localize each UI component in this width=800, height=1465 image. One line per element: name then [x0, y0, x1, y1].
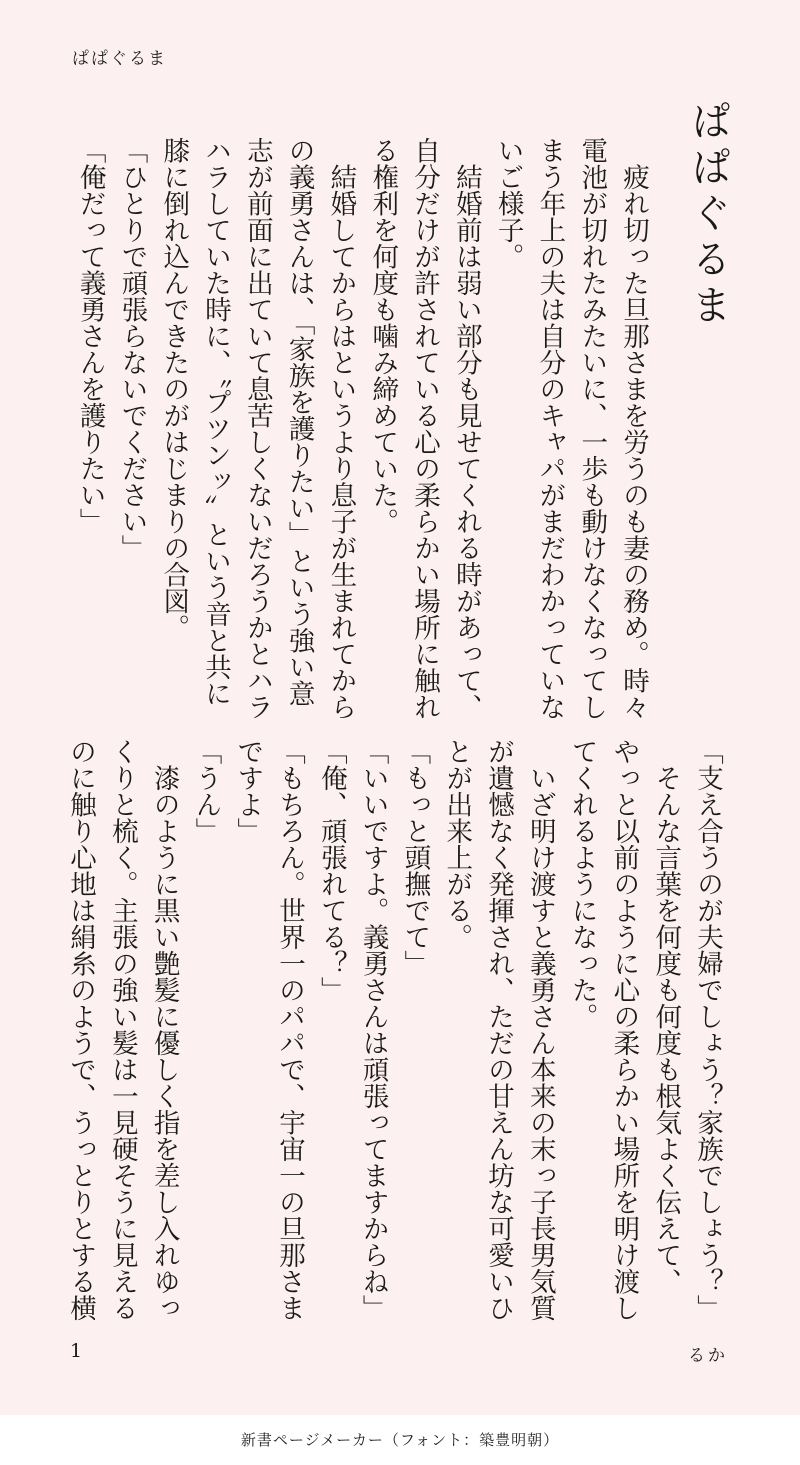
text-line: 「ひとりで頑張らないでください」 — [116, 137, 148, 561]
text-line: が遺憾なく発揮され、ただの甘えん坊な可愛いひ — [483, 738, 515, 1321]
text-line: いご様子。 — [492, 137, 524, 270]
text-line: ですよ」 — [232, 738, 264, 844]
text-line: 「支え合うのが夫婦でしょう？家族でしょう？」 — [692, 738, 723, 1321]
text-line: 疲れ切った旦那さまを労うのも妻の務め。時々 — [618, 137, 649, 720]
text-line: やっと以前のように心の柔らかい場所を明け渡し — [608, 738, 640, 1321]
running-header: ぱぱぐるま — [72, 49, 167, 69]
text-line: まう年上の夫は自分のキャパがまだわかっていな — [534, 137, 566, 720]
text-line: いざ明け渡すと義勇さん本来の末っ子長男気質 — [524, 738, 556, 1321]
text-line: 結婚してからはというより息子が生まれてから — [325, 137, 357, 720]
footer-credit: 新書ページメーカー（フォント：築豊明朝） — [0, 1415, 800, 1465]
text-line: とが出来上がる。 — [441, 738, 473, 950]
text-line: 「俺、頑張れてる？」 — [315, 738, 347, 1003]
text-line: 志が前面に出ていて息苦しくないだろうかとハラ — [241, 137, 273, 720]
text-line: 「もちろん。世界一のパパで、宇宙一の旦那さま — [274, 738, 306, 1321]
text-line: 結婚前は弱い部分も見せてくれる時があって、 — [450, 137, 482, 720]
page-number: 1 — [70, 1340, 83, 1362]
text-line: くりと梳く。主張の強い髪は一見硬そうに見える — [106, 738, 138, 1321]
text-line: 漆のように黒い艶髪に優しく指を差し入れゆっ — [148, 738, 180, 1321]
lower-text-block — [59, 738, 728, 1321]
text-line: 「俺だって義勇さんを護りたい」 — [74, 137, 106, 535]
text-line: のに触り心地は絹糸のようで、うっとりとする横 — [65, 738, 97, 1321]
text-line: てくれるようになった。 — [566, 738, 598, 1030]
text-line: 「うん」 — [190, 738, 222, 844]
text-line: 「もっと頭撫でて」 — [399, 738, 431, 977]
author-name: るか — [688, 1346, 728, 1366]
text-line: 電池が切れたみたいに、一歩も動けなくなってし — [576, 137, 608, 720]
text-line: 自分だけが許されている心の柔らかい場所に触れ — [409, 137, 441, 720]
text-line: 膝に倒れ込んできたのがはじまりの合図。 — [158, 137, 190, 641]
text-line: そんな言葉を何度も何度も根気よく伝えて、 — [650, 738, 682, 1295]
text-line: る権利を何度も噛み締めていた。 — [367, 137, 399, 535]
upper-text-block — [69, 137, 654, 720]
text-line: 「いいですよ。義勇さんは頑張ってますからね」 — [357, 738, 389, 1321]
text-line: の義勇さんは、「家族を護りたい」という強い意 — [283, 137, 315, 707]
text-line: ハラしていた時に、〝プツンッ〟という音と共に — [200, 137, 232, 707]
story-title: ぱぱぐるま — [685, 100, 731, 330]
